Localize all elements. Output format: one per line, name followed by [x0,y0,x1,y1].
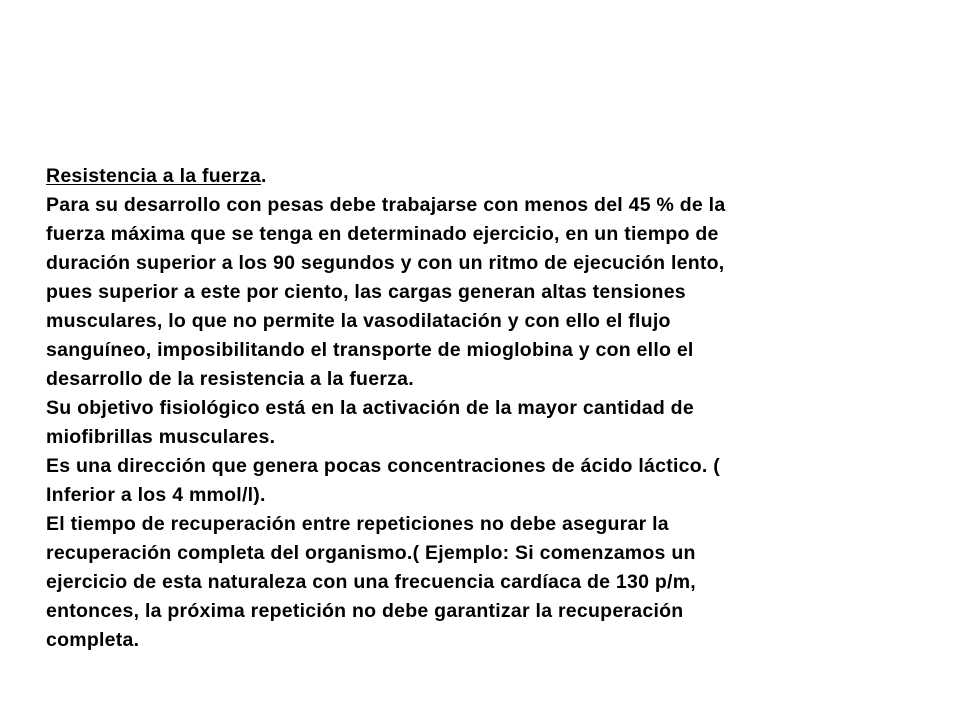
heading-title: Resistencia a la fuerza [46,165,261,187]
body-line: desarrollo de la resistencia a la fuerza. [46,368,414,390]
body-line: fuerza máxima que se tenga en determinado ejercicio, en un tiempo de [46,223,719,245]
body-line: pues superior a este por ciento, las cargas generan altas tensiones [46,281,686,303]
body-line: Es una dirección que genera pocas concentraciones de ácido láctico. ( [46,455,720,477]
body-line: Inferior a los 4 mmol/l). [46,484,266,506]
heading-suffix: . [260,165,267,187]
body-line: ejercicio de esta naturaleza con una frecuencia cardíaca de 130 p/m, [46,571,696,593]
body-line: Su objetivo fisiológico está en la activación de la mayor cantidad de [46,397,694,419]
slide-text-body [46,162,916,655]
body-line: miofibrillas musculares. [46,426,276,448]
body-line: El tiempo de recuperación entre repeticiones no debe asegurar la [46,513,669,535]
heading-line [46,162,916,191]
body-line: duración superior a los 90 segundos y con un ritmo de ejecución lento, [46,252,725,274]
body-line: recuperación completa del organismo.( Ejemplo: Si comenzamos un [46,542,696,564]
body-line: musculares, lo que no permite la vasodilatación y con ello el flujo [46,310,671,332]
body-line: sanguíneo, imposibilitando el transporte de mioglobina y con ello el [46,339,694,361]
body-line: entonces, la próxima repetición no debe garantizar la recuperación [46,600,684,622]
body-line: completa. [46,629,140,651]
body-line: Para su desarrollo con pesas debe trabajarse con menos del 45 % de la [46,194,726,216]
